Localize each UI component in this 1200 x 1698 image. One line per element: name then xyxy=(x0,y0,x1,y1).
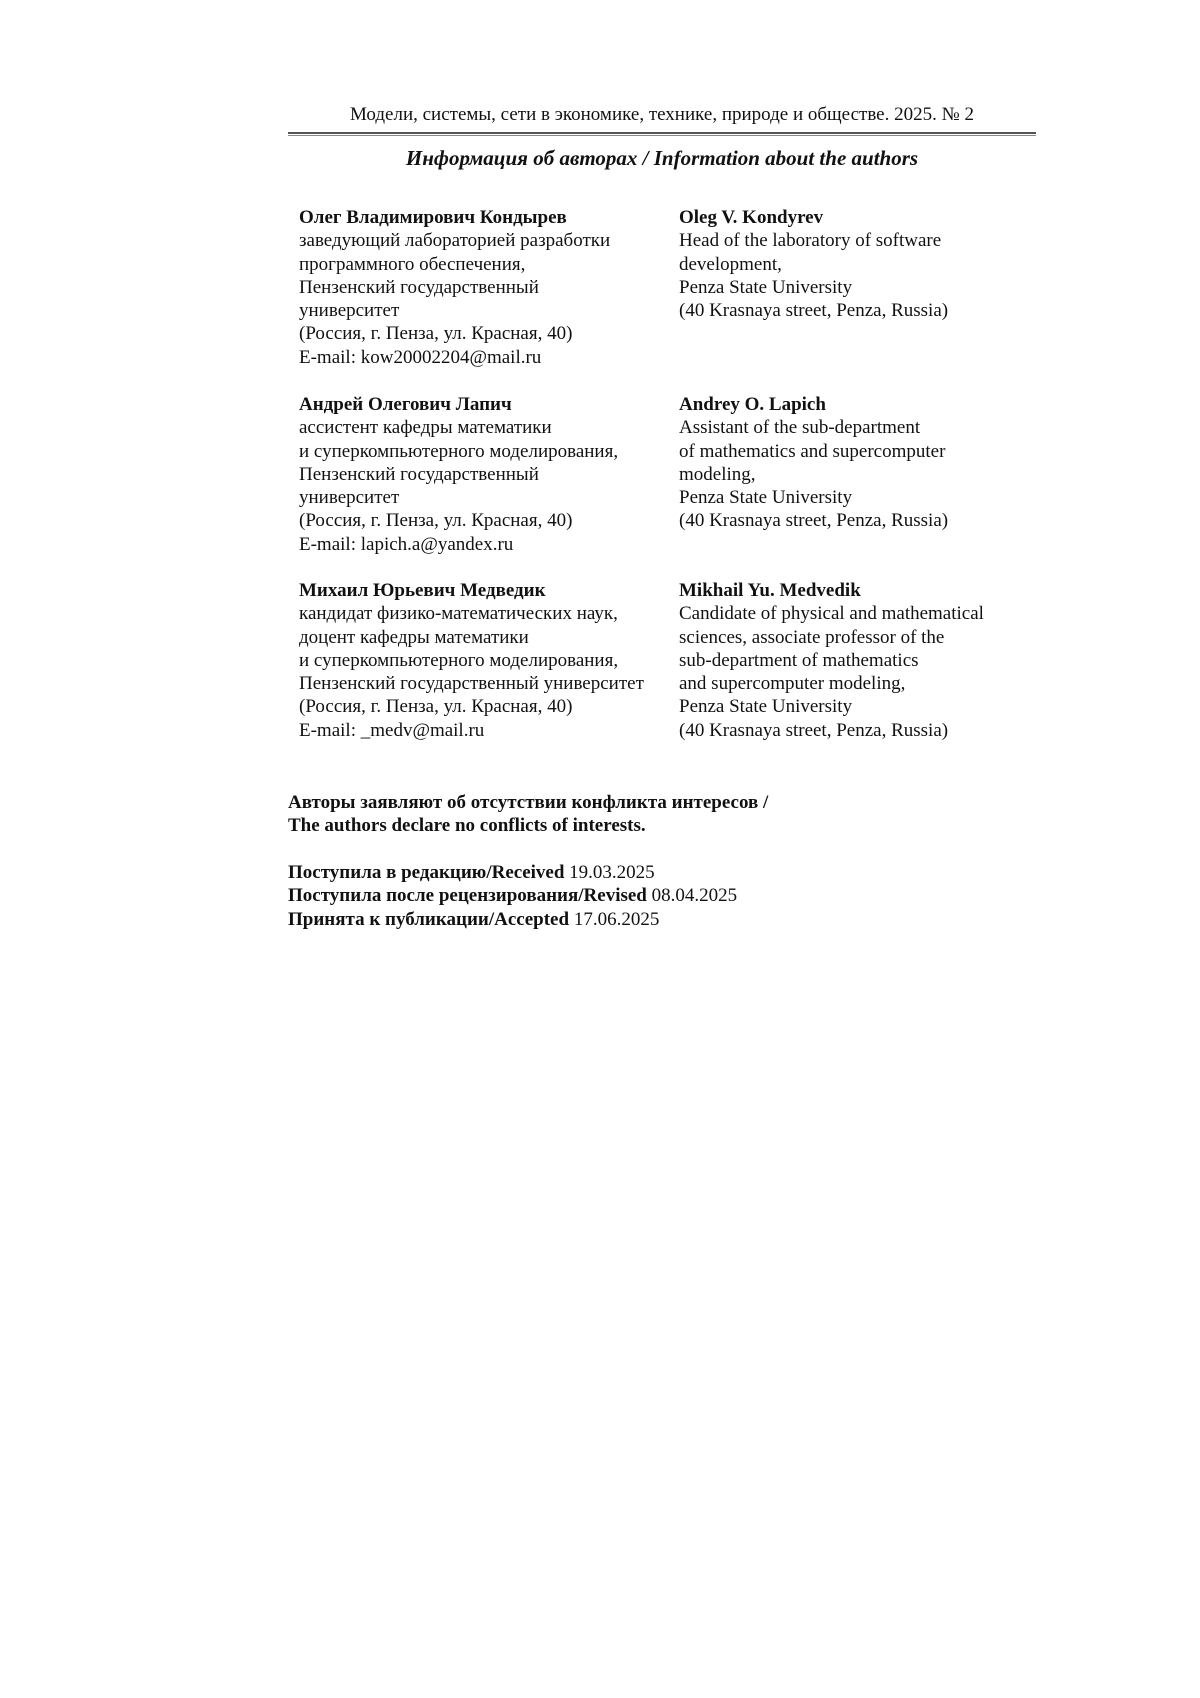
author-info-line: Assistant of the sub-department xyxy=(679,417,921,439)
author-info-line: Пензенский государственный xyxy=(299,463,539,485)
author-name: Oleg V. Kondyrev xyxy=(679,207,824,228)
date-label: Принята к публикации/Accepted xyxy=(288,908,570,930)
author-info-line: доцент кафедры математики xyxy=(299,626,529,648)
author-name: Михаил Юрьевич Медведик xyxy=(299,580,546,601)
author-info-line: (Россия, г. Пенза, ул. Красная, 40) xyxy=(299,510,573,532)
author-info-line: Пензенский государственный университет xyxy=(299,673,644,695)
conflict-en: The authors declare no conflicts of interests. xyxy=(288,815,646,837)
date-label: Поступила после рецензирования/Revised xyxy=(288,885,647,907)
author-info-line: (40 Krasnaya street, Penza, Russia) xyxy=(679,300,949,322)
author-info-line: кандидат физико-математических наук, xyxy=(299,603,618,625)
author-info-line: E-mail: _medv@mail.ru xyxy=(299,719,485,741)
conflict-statement xyxy=(288,791,768,838)
author-info-line: (40 Krasnaya street, Penza, Russia) xyxy=(679,719,949,741)
author-info-line: sub-department of mathematics xyxy=(679,649,919,671)
author-name: Andrey O. Lapich xyxy=(679,394,826,415)
author-info-line: программного обеспечения, xyxy=(299,253,526,275)
author-info-line: Penza State University xyxy=(679,696,853,718)
author-info-line: Penza State University xyxy=(679,276,853,298)
author-info-line: modeling, xyxy=(679,463,756,485)
author-info-line: development, xyxy=(679,253,782,275)
author-info-line: ассистент кафедры математики xyxy=(299,417,552,439)
date-revised xyxy=(288,884,737,907)
author-info-line: and supercomputer modeling, xyxy=(679,673,906,695)
author-info-line: заведующий лабораторией разработки xyxy=(299,230,611,252)
author-info-line: E-mail: lapich.a@yandex.ru xyxy=(299,533,514,555)
section-title: Информация об авторах / Information about the authors xyxy=(405,146,919,170)
author-ru-block xyxy=(299,206,610,369)
date-value: 08.04.2025 xyxy=(651,885,738,907)
author-info-line: Head of the laboratory of software xyxy=(679,230,942,252)
author-ru-block xyxy=(299,579,644,742)
author-info-line: и суперкомпьютерного моделирования, xyxy=(299,440,619,462)
author-info-line: (Россия, г. Пенза, ул. Красная, 40) xyxy=(299,696,573,718)
date-accepted xyxy=(288,908,737,931)
author-info-line: университет xyxy=(299,300,400,322)
date-label: Поступила в редакцию/Received xyxy=(288,862,565,883)
author-name: Андрей Олегович Лапич xyxy=(299,394,512,415)
dates-block xyxy=(288,861,737,931)
author-en-block xyxy=(679,579,984,742)
author-info-line: Penza State University xyxy=(679,487,853,509)
date-received xyxy=(288,861,737,884)
author-info-line: и суперкомпьютерного моделирования, xyxy=(299,649,619,671)
conflict-ru: Авторы заявляют об отсутствии конфликта интересов / xyxy=(288,792,769,813)
author-name: Олег Владимирович Кондырев xyxy=(299,207,567,228)
date-value: 19.03.2025 xyxy=(569,862,655,883)
author-ru-block xyxy=(299,393,618,556)
author-info-line: Candidate of physical and mathematical xyxy=(679,603,984,625)
author-info-line: sciences, associate professor of the xyxy=(679,626,945,648)
author-info-line: (Россия, г. Пенза, ул. Красная, 40) xyxy=(299,323,573,345)
author-info-line: (40 Krasnaya street, Penza, Russia) xyxy=(679,510,949,532)
date-value: 17.06.2025 xyxy=(573,908,660,930)
author-en-block xyxy=(679,206,948,322)
author-en-block xyxy=(679,393,948,533)
author-info-line: университет xyxy=(299,487,400,509)
running-header: Модели, системы, сети в экономике, технике, природе и обществе. 2025. № 2 xyxy=(349,104,974,125)
author-name: Mikhail Yu. Medvedik xyxy=(679,580,861,601)
author-info-line: of mathematics and supercomputer xyxy=(679,440,946,462)
author-info-line: E-mail: kow20002204@mail.ru xyxy=(299,346,542,368)
header-rule xyxy=(288,132,1036,136)
author-info-line: Пензенский государственный xyxy=(299,276,539,298)
